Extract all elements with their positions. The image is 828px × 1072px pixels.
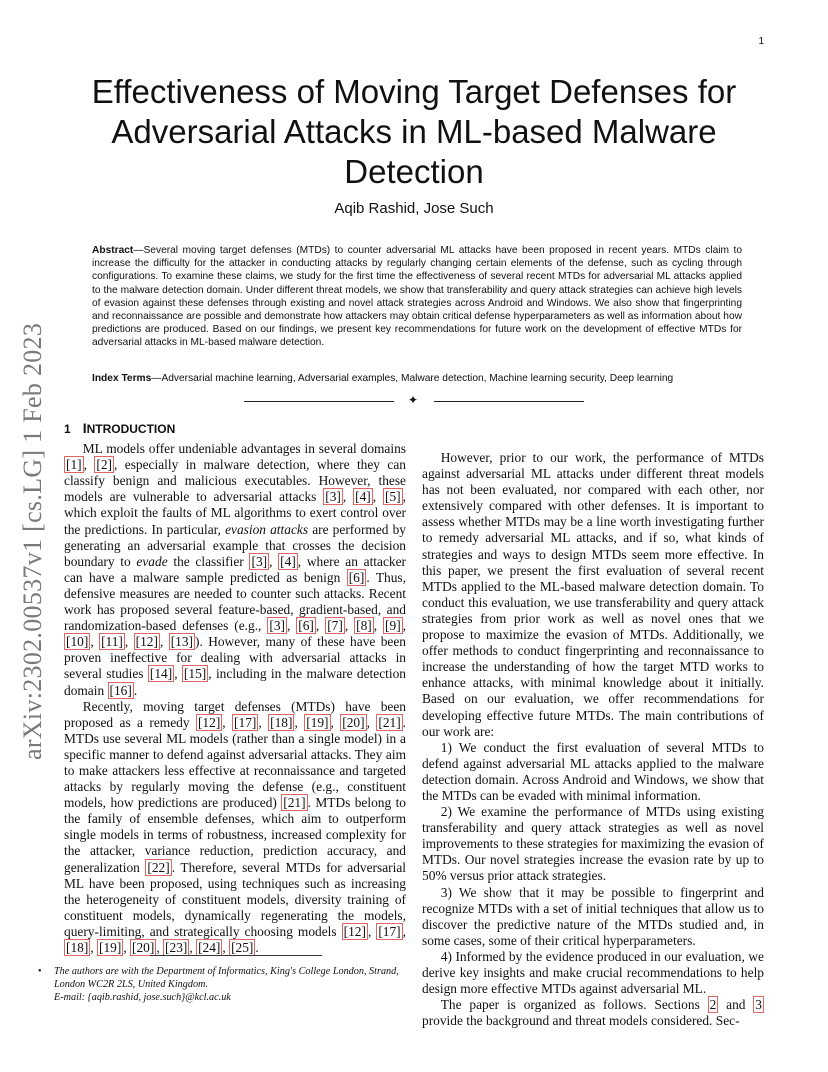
- section-ref-link[interactable]: 2: [709, 997, 717, 1013]
- text-run: ,: [90, 940, 98, 955]
- paper-organization-paragraph: [422, 997, 764, 1029]
- citation-link[interactable]: [4]: [280, 553, 296, 569]
- paper-authors: Aqib Rashid, Jose Such: [334, 200, 494, 217]
- section-heading: [64, 420, 406, 437]
- abstract-text: —Several moving target defenses (MTDs) to counter adversarial ML attacks have been proposed in recent years. MTDs claim to increase the difficulty for the attacker in conducting attacks by regularly changing certain elements of the defense, such as cycling through configurations. To examine these claims, we study for the first time the effectiveness of several recent MTDs for adversarial ML attacks applied to the malware detection domain. Under different threat models, we show that transferability and query attack strategies can achieve high levels of evasion against these defenses through existing and novel attack strategies across Android and Windows. We also show that fingerprinting and reconnaissance are possible and demonstrate how attackers may obtain critical defense hyperparameters as well as information about how predictions are produced. Based on our findings, we present key recommendations for future work on the development of effective MTDs for adversarial attacks in ML-based malware detection.: [92, 245, 742, 349]
- text-run: ,: [174, 666, 182, 682]
- citation-link[interactable]: [6]: [348, 569, 365, 585]
- intro-paragraph-3: However, prior to our work, the performance of MTDs against adversarial ML attacks under different threat models has not been evaluated, nor compared with each other, nor extensively compared with other defenses. It is important to assess whether MTDs may be a line worth investigating further to remedy adversarial ML attacks, and if so, what kinds of strategies and ways to design MTDs seem more effective. In this paper, we present the first evaluation of several recent MTDs applied to the ML-based malware detection domain. To conduct this evaluation, we use transferability and query attack strategies from prior work as well as novel ones that we propose to maximize the evasion of MTDs. Additionally, we offer methods to conduct fingerprinting and reconnaissance to increase the understanding of how the target MTD works to enhance attacks, with minimal knowledge about it initially. Based on our evaluation, we offer recommendations for developing effective future MTDs. The main contributions of our work are:: [422, 450, 764, 739]
- text-run: ,: [286, 618, 297, 634]
- citation-link[interactable]: [10]: [66, 634, 89, 650]
- citation-link[interactable]: [4]: [355, 489, 371, 505]
- left-column: [64, 420, 406, 956]
- citation-link[interactable]: [3]: [325, 489, 341, 505]
- section-number: 1: [64, 422, 71, 436]
- text-run: ). However, many of these have been proven ineffective for dealing with adversarial attacks in several studies: [64, 634, 407, 682]
- contribution-3: 3) We show that it may be possible to fingerprint and recognize MTDs with a set of initial techniques that allow us to discover the predictive nature of the MTDs studied and, in some cases, some of their critical hyperparameters.: [422, 884, 764, 948]
- citation-link[interactable]: [18]: [270, 714, 293, 730]
- intro-paragraph-2: [64, 699, 406, 957]
- citation-link[interactable]: [12]: [343, 923, 366, 939]
- text-run: . Thus, defensive measures are needed to counter such attacks. Recent work has proposed several feature-based, gradient-based, and randomization-based defenses (e.g.,: [64, 569, 406, 634]
- citation-link[interactable]: [24]: [198, 940, 221, 955]
- citation-link[interactable]: [11]: [101, 634, 123, 650]
- citation-link[interactable]: [12]: [135, 634, 158, 650]
- citation-link[interactable]: [16]: [109, 682, 132, 698]
- citation-link[interactable]: [3]: [251, 553, 268, 569]
- abstract: [92, 244, 742, 350]
- divider-line-right: [434, 401, 584, 402]
- text-run: ,: [159, 634, 169, 650]
- text-run: ,: [156, 940, 164, 955]
- text-run: ,: [90, 634, 100, 650]
- text-run: ,: [123, 940, 131, 955]
- text-run: ,: [366, 714, 377, 730]
- divider-glyph: ✦: [408, 393, 419, 407]
- page-number: 1: [758, 36, 764, 47]
- text-run: ,: [402, 923, 406, 939]
- citation-link[interactable]: [17]: [234, 714, 257, 730]
- text-run: ,: [372, 489, 384, 505]
- citation-link[interactable]: [17]: [378, 923, 401, 939]
- footnote-affiliation: The authors are with the Department of Informatics, King's College London, Strand, London WC2R 2LS, United Kingdom.: [54, 966, 399, 990]
- section-title-initial: I: [82, 420, 87, 436]
- citation-link[interactable]: [1]: [66, 457, 82, 473]
- author-footnote: [38, 966, 410, 1004]
- citation-link[interactable]: [18]: [66, 940, 89, 955]
- text-run: , where an attacker can have a malware sample predicted as benign: [64, 553, 406, 585]
- citation-link[interactable]: [19]: [99, 940, 122, 955]
- contribution-4: 4) Informed by the evidence produced in our evaluation, we derive key insights and make crucial recommendations to help design more effective MTDs against adversarial ML.: [422, 948, 764, 997]
- section-divider: [244, 393, 584, 407]
- text-run: .: [255, 940, 259, 955]
- text-run: ,: [367, 923, 377, 939]
- index-terms-label: Index Terms: [92, 373, 152, 384]
- text-run: ,: [83, 457, 95, 473]
- divider-line-left: [244, 401, 394, 402]
- text-run: ,: [222, 714, 233, 730]
- text-run: .: [133, 682, 138, 698]
- citation-link[interactable]: [6]: [298, 618, 314, 634]
- footnote-email: E-mail: {aqib.rashid, jose.such}@kcl.ac.uk: [54, 991, 231, 1003]
- citation-link[interactable]: [7]: [327, 618, 343, 634]
- citation-link[interactable]: [22]: [147, 859, 170, 875]
- text-run: and: [718, 997, 754, 1013]
- text-run: . Therefore, several MTDs for adversarial ML have been proposed, using techniques such as increasing the heterogeneity of constituent models, diversity training of constituent models, dynamically regenerating the models, query-limiting, and strategically choosing models: [64, 859, 407, 939]
- abstract-label: Abstract: [92, 245, 134, 256]
- text-run: , which exploit the faults of ML algorithms to exert control over the predictions. In particular,: [64, 489, 406, 537]
- text-run: are performed by generating an adversarial example that crosses the decision boundary to: [64, 521, 406, 569]
- citation-link[interactable]: [20]: [342, 714, 365, 730]
- right-column: [422, 450, 764, 1029]
- paper-title: Effectiveness of Moving Target Defenses for Adversarial Attacks in ML-based Malware Detection: [91, 73, 737, 190]
- section-ref-link[interactable]: 3: [755, 997, 762, 1013]
- text-run: . MTDs belong to the family of ensemble defenses, which aim to outperform single models in terms of robustness, increased complexity for the attacker, variance reduction, prediction accuracy, and generalization: [64, 795, 406, 875]
- index-terms: [92, 372, 742, 385]
- text-run: ,: [222, 940, 230, 955]
- text-run: . MTDs use several ML models (rather than a single model) in a specific manner to defend against adversarial attacks. They aim to make attackers less effective at reconnaissance and targeted attacks by regularly moving the defense (e.g., constituent models, how predictions are produced): [64, 714, 407, 811]
- emphasized-term: evasion attacks: [225, 521, 309, 537]
- citation-link[interactable]: [13]: [170, 634, 193, 650]
- text-run: , especially in malware detection, where they can classify benign and malicious executables. However, these models are vulnerable to adversarial attacks: [64, 457, 406, 505]
- contribution-1: 1) We conduct the first evaluation of several MTDs to defend against adversarial ML attacks applied to the malware detection domain. Across Android and Windows, we show that the MTDs can be evaded with minimal information.: [422, 739, 764, 803]
- citation-link[interactable]: [14]: [149, 666, 173, 682]
- footnote-rule: [150, 955, 322, 956]
- text-run: ML models offer undeniable advantages in several domains: [82, 441, 406, 457]
- citation-link[interactable]: [12]: [197, 714, 221, 730]
- arxiv-identifier: arXiv:2302.00537v1 [cs.LG] 1 Feb 2023: [18, 322, 47, 760]
- text-run: ,: [269, 553, 279, 569]
- text-run: provide the background and threat models considered. Sec-: [422, 1013, 740, 1029]
- index-terms-text: —Adversarial machine learning, Adversarial examples, Malware detection, Machine learning security, Deep learning: [151, 373, 674, 384]
- text-run: ,: [189, 940, 197, 955]
- citation-link[interactable]: [9]: [385, 618, 401, 634]
- citation-link[interactable]: [25]: [231, 940, 254, 955]
- footnote-bullet: •: [38, 966, 42, 977]
- citation-link[interactable]: [15]: [183, 666, 207, 682]
- text-run: ,: [402, 618, 407, 634]
- citation-link[interactable]: [8]: [356, 618, 372, 634]
- contribution-2: 2) We examine the performance of MTDs using existing transferability and query attack strategies as well as novel improvements to these strategies for maximizing the evasion of MTDs. Our novel strategies increase the evasion rate by up to 50% versus prior attack strategies.: [422, 804, 764, 884]
- citation-link[interactable]: [21]: [283, 795, 306, 811]
- citation-link[interactable]: [19]: [306, 714, 329, 730]
- citation-link[interactable]: [3]: [269, 618, 285, 634]
- text-run: , including in the malware detection domain: [64, 666, 406, 698]
- text-run: ,: [330, 714, 341, 730]
- text-run: the classifier: [167, 553, 250, 569]
- text-run: ,: [258, 714, 269, 730]
- citation-link[interactable]: [5]: [385, 489, 401, 505]
- text-run: ,: [315, 618, 326, 634]
- text-run: The paper is organized as follows. Sections: [440, 997, 708, 1013]
- citation-link[interactable]: [23]: [165, 940, 188, 955]
- text-run: ,: [294, 714, 305, 730]
- section-title-rest: NTRODUCTION: [86, 422, 176, 436]
- text-run: ,: [124, 634, 134, 650]
- emphasized-term: evade: [136, 553, 168, 569]
- citation-link[interactable]: [21]: [378, 714, 401, 730]
- intro-paragraph-1: [64, 441, 406, 699]
- citation-link[interactable]: [2]: [96, 457, 112, 473]
- text-run: ,: [342, 489, 354, 505]
- text-run: ,: [373, 618, 384, 634]
- text-run: ,: [344, 618, 355, 634]
- citation-link[interactable]: [20]: [132, 940, 155, 955]
- text-run: Recently, moving target defenses (MTDs) have been proposed as a remedy: [64, 698, 406, 730]
